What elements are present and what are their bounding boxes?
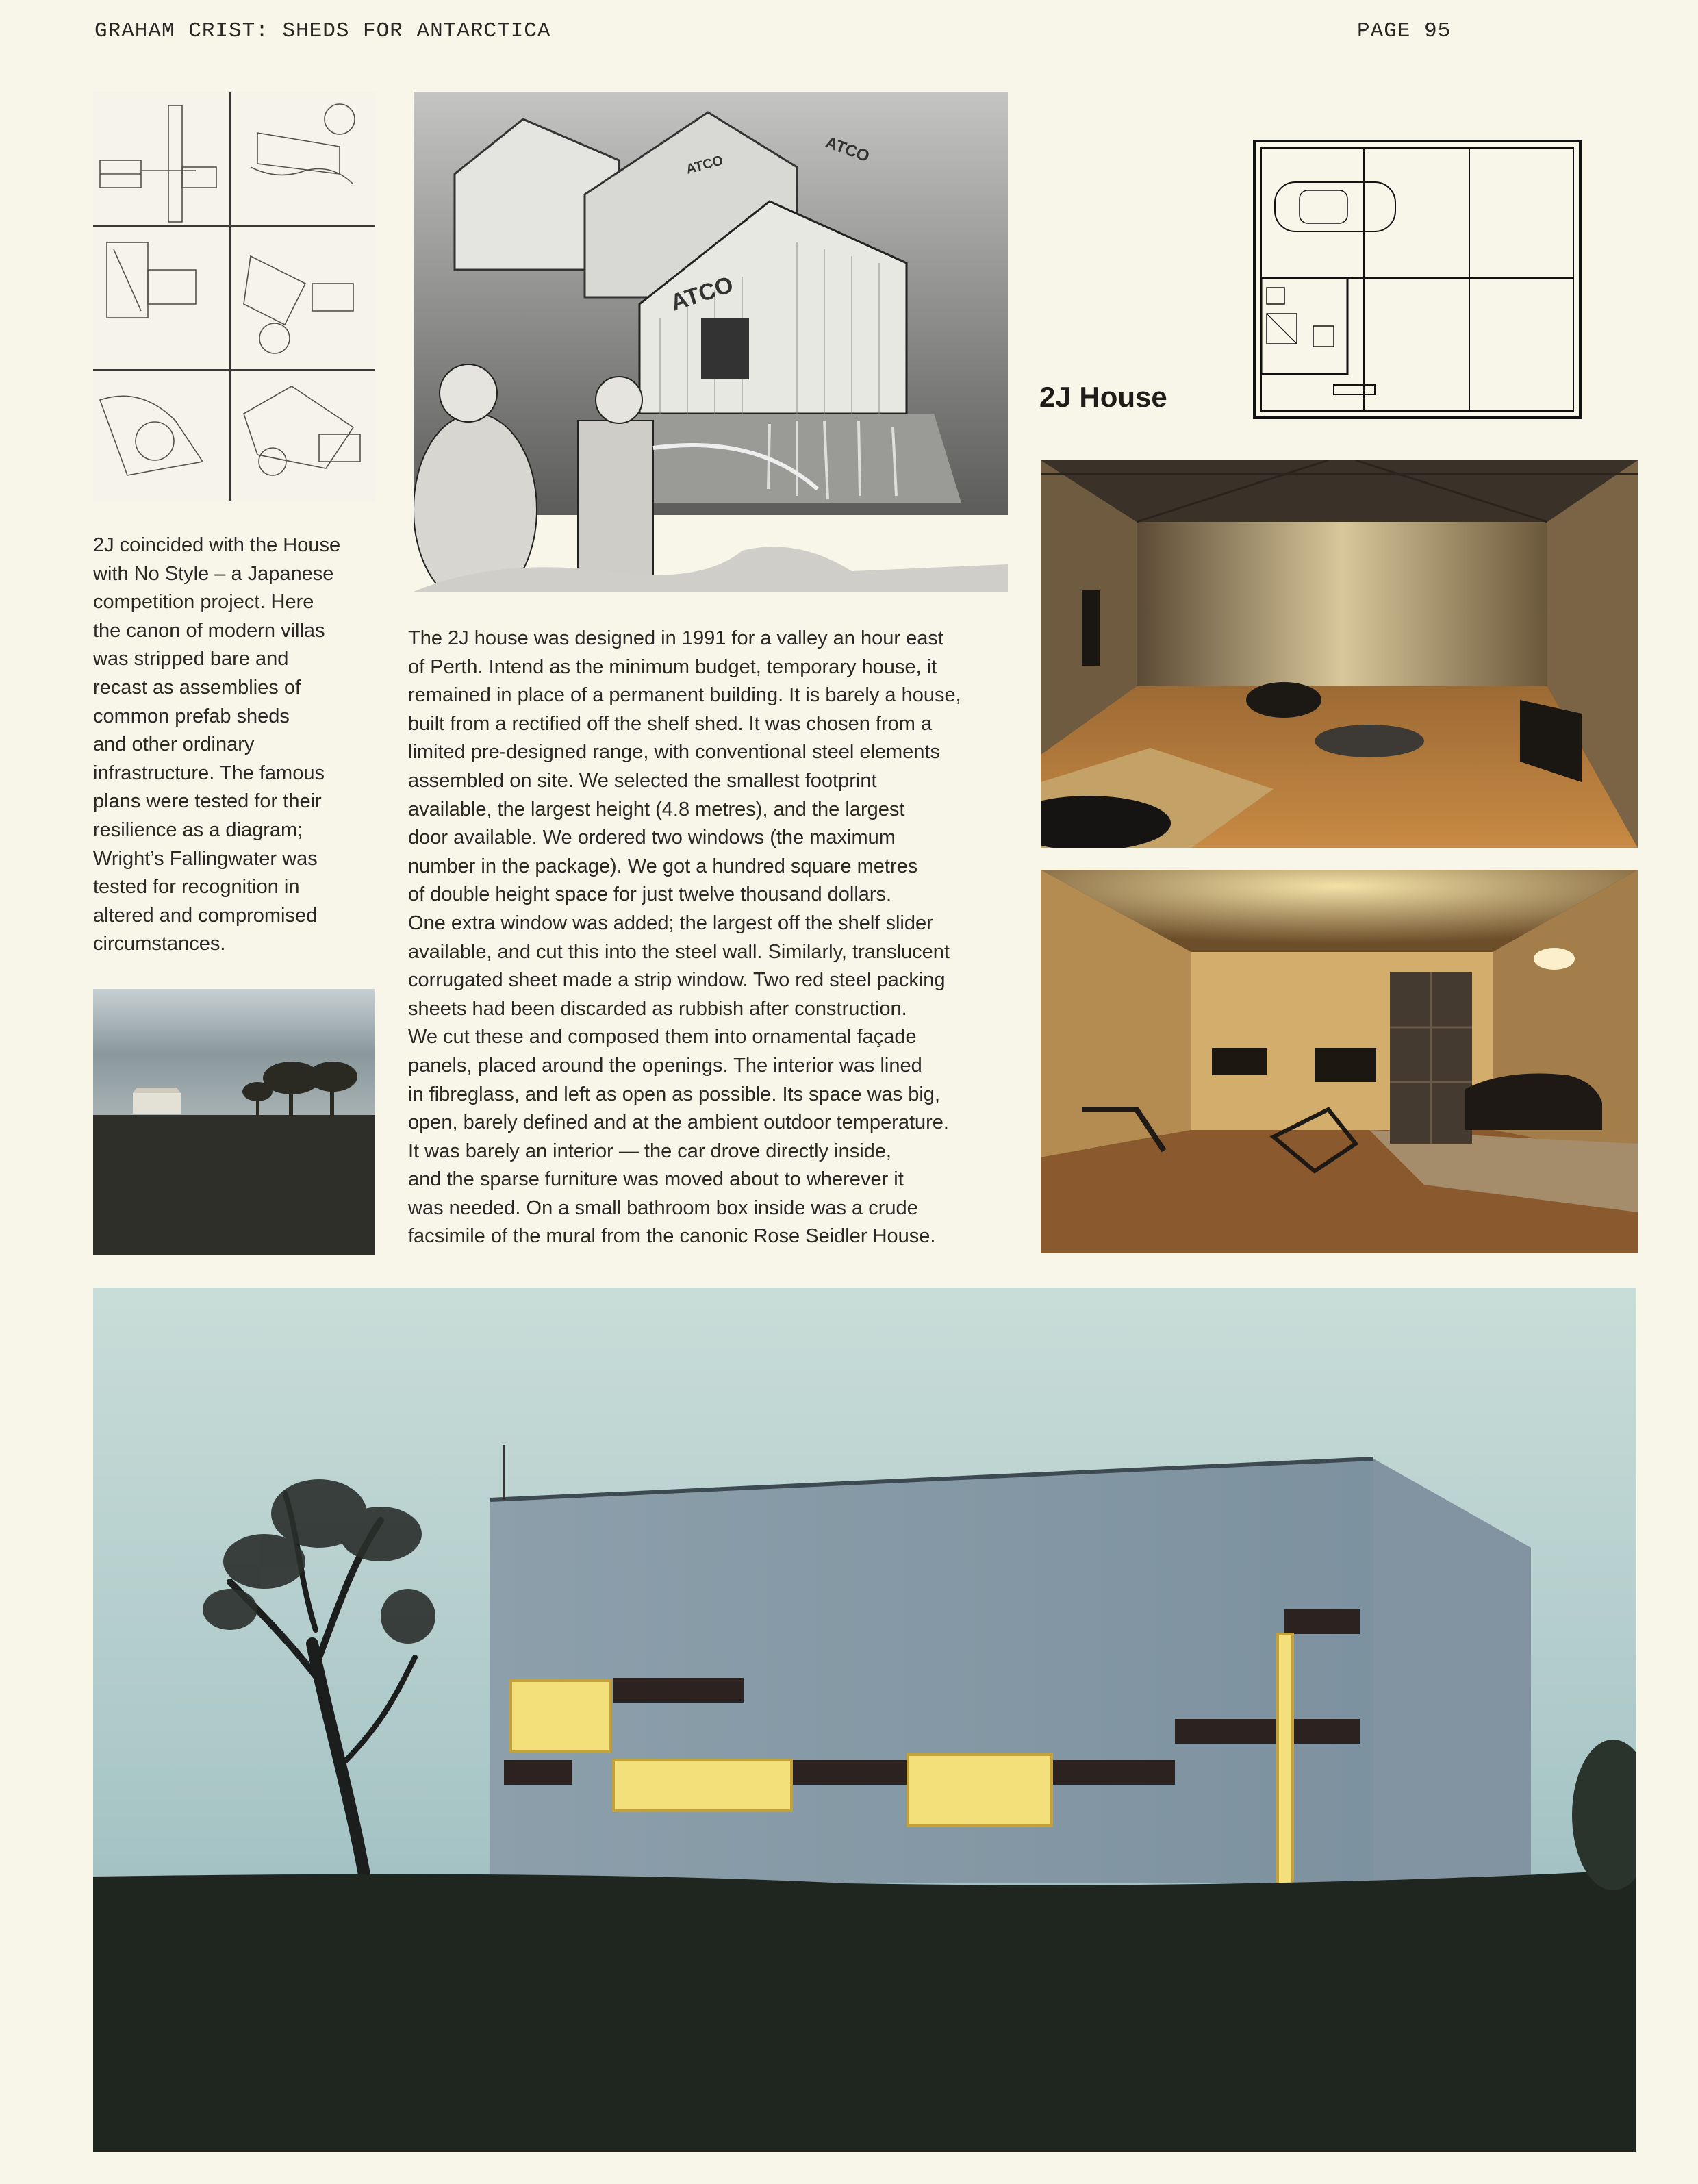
essay-line: remained in place of a permanent building. It is barely a house, xyxy=(408,684,961,707)
essay-line: door available. We ordered two windows (the maximum xyxy=(408,827,896,849)
sidebar-caption-line: 2J coincided with the House xyxy=(93,534,341,556)
essay-line: One extra window was added; the largest off the shelf slider xyxy=(408,912,933,934)
sidebar-caption-line: recast as assemblies of xyxy=(93,676,301,699)
villa-plans-diagram xyxy=(93,92,375,501)
sidebar-caption-line: the canon of modern villas xyxy=(93,619,325,642)
essay-line: The 2J house was designed in 1991 for a valley an hour east xyxy=(408,627,943,649)
running-header-title: GRAHAM CRIST: SHEDS FOR ANTARCTICA xyxy=(94,19,551,43)
sidebar-caption-line: was stripped bare and xyxy=(93,648,289,670)
plan-title: 2J House xyxy=(1039,381,1167,413)
house-floor-plan-drawing xyxy=(1252,137,1583,422)
essay-line: available, the largest height (4.8 metres), and the largest xyxy=(408,798,905,820)
essay-line: of double height space for just twelve thousand dollars. xyxy=(408,883,892,906)
interior-photo-garage xyxy=(1041,870,1638,1253)
fallingwater-collage-photo xyxy=(414,92,1008,592)
sidebar-caption-line: competition project. Here xyxy=(93,591,314,614)
essay-line: open, barely defined and at the ambient outdoor temperature. xyxy=(408,1112,949,1134)
interior-photo-dining xyxy=(1041,460,1638,848)
essay-line: facsimile of the mural from the canonic Rose Seidler House. xyxy=(408,1225,936,1248)
essay-line: and the sparse furniture was moved about to wherever it xyxy=(408,1168,904,1191)
essay-line: was needed. On a small bathroom box inside was a crude xyxy=(408,1196,918,1219)
essay-line: sheets had been discarded as rubbish after construction. xyxy=(408,997,907,1020)
essay-line: built from a rectified off the shelf shed. It was chosen from a xyxy=(408,712,933,735)
sidebar-caption-line: plans were tested for their xyxy=(93,790,322,813)
essay-line: We cut these and composed them into ornamental façade xyxy=(408,1026,917,1049)
sidebar-caption-line: infrastructure. The famous xyxy=(93,762,325,784)
sidebar-caption-line: common prefab sheds xyxy=(93,705,290,727)
page-number: PAGE 95 xyxy=(1357,19,1452,43)
essay-line: available, and cut this into the steel wall. Similarly, translucent xyxy=(408,940,950,963)
sidebar-caption-line: resilience as a diagram; xyxy=(93,818,303,841)
sidebar-caption-line: altered and compromised xyxy=(93,904,318,927)
essay-line: in fibreglass, and left as open as possible. Its space was big, xyxy=(408,1083,940,1105)
essay-line: assembled on site. We selected the smallest footprint xyxy=(408,769,877,792)
sidebar-caption-line: and other ordinary xyxy=(93,733,255,756)
sidebar-caption-line: circumstances. xyxy=(93,933,226,955)
sidebar-caption xyxy=(93,531,394,959)
collage-sign-1: ATCO xyxy=(667,271,737,316)
sidebar-caption-line: tested for recognition in xyxy=(93,876,300,899)
essay-line: limited pre-designed range, with conventional steel elements xyxy=(408,741,940,764)
essay-line: number in the package). We got a hundred square metres xyxy=(408,855,918,877)
essay-line: corrugated sheet made a strip window. Two red steel packing xyxy=(408,969,946,992)
exterior-shed-dusk-photo xyxy=(93,1288,1636,2152)
sidebar-caption-line: Wright’s Fallingwater was xyxy=(93,847,318,870)
essay-line: of Perth. Intend as the minimum budget, temporary house, it xyxy=(408,655,937,678)
main-essay-text xyxy=(408,625,1011,1251)
collage-sign-3: ATCO xyxy=(822,133,872,166)
sidebar-caption-line: with No Style – a Japanese xyxy=(93,562,334,585)
landscape-dusk-photo xyxy=(93,989,375,1255)
collage-sign-2: ATCO xyxy=(684,153,725,177)
essay-line: panels, placed around the openings. The interior was lined xyxy=(408,1054,922,1077)
essay-line: It was barely an interior — the car drove directly inside, xyxy=(408,1140,891,1162)
